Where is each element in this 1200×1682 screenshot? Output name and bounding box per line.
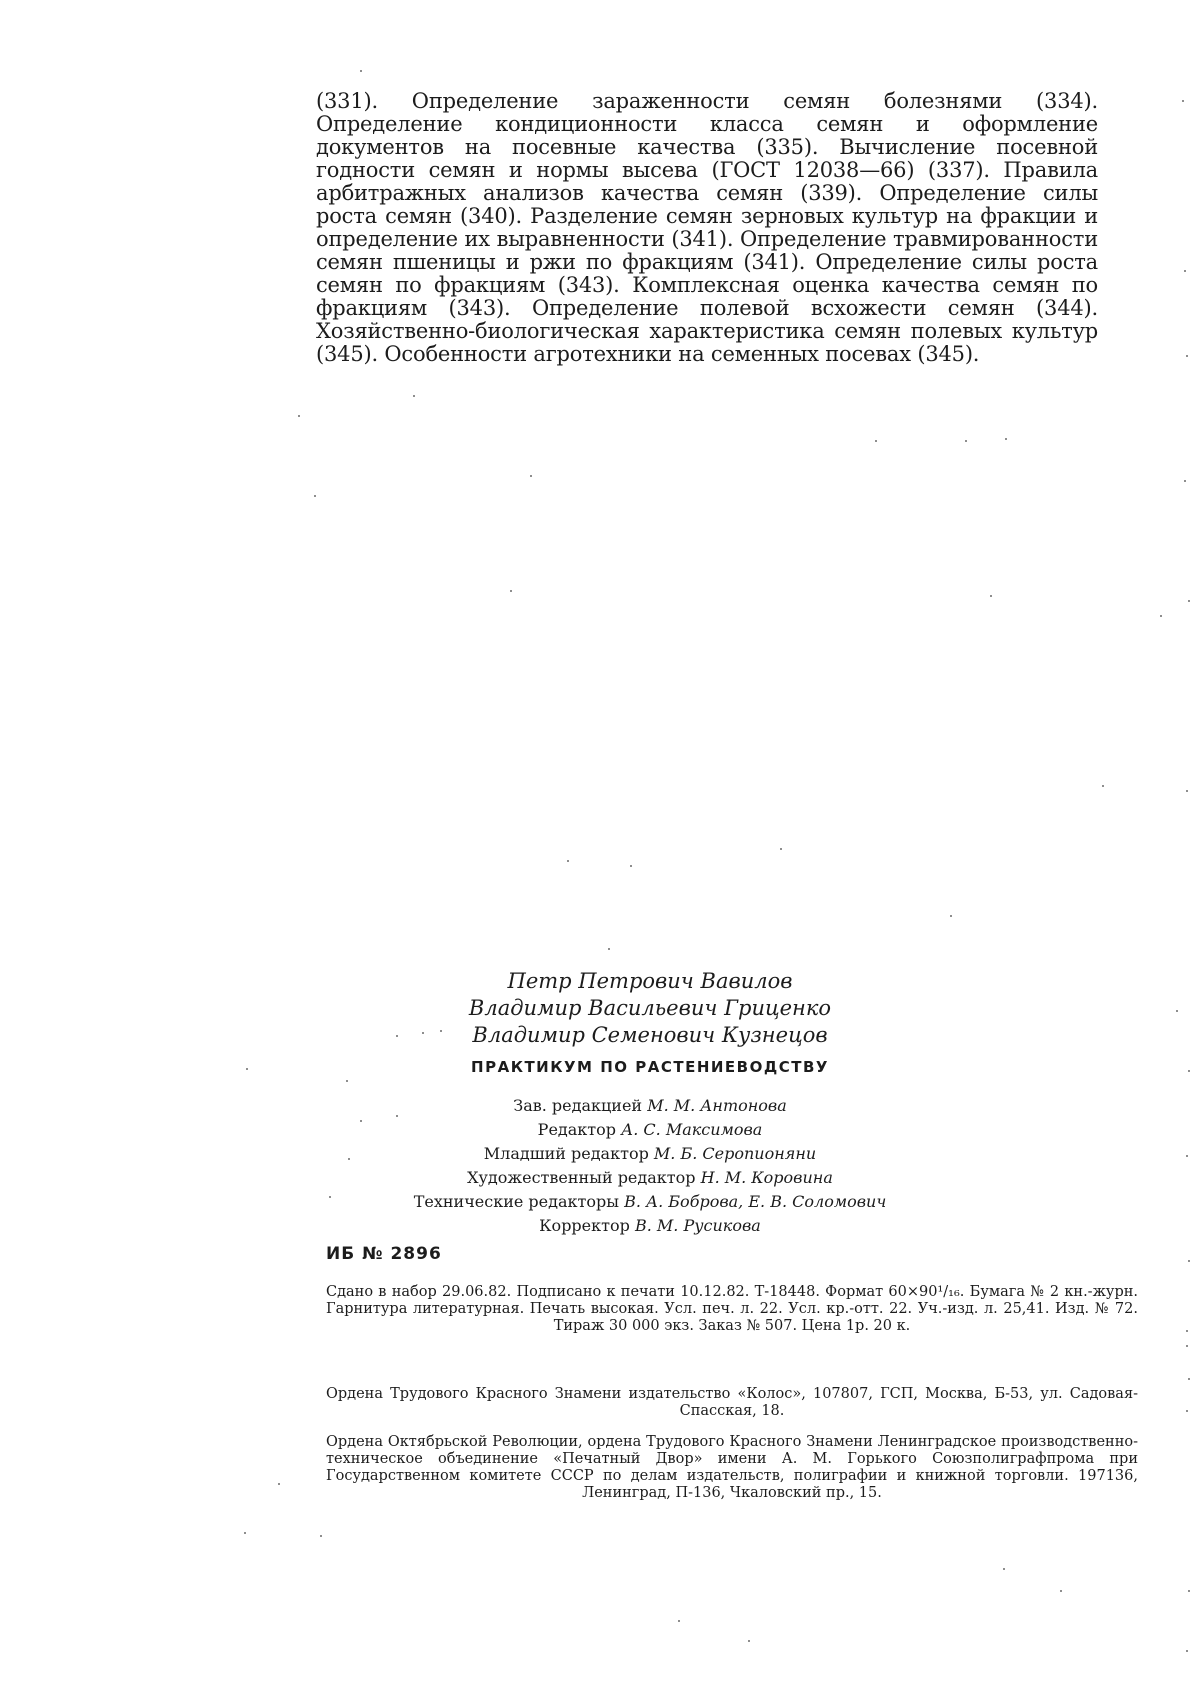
staff-name: А. С. Максимова bbox=[621, 1120, 763, 1139]
staff-role: Зав. редакцией bbox=[513, 1096, 643, 1115]
author-name: Петр Петрович Вавилов bbox=[507, 969, 793, 993]
staff-role: Корректор bbox=[539, 1216, 630, 1235]
staff-line bbox=[400, 1094, 900, 1118]
imprint-publisher: Ордена Трудового Красного Знамени издательство «Колос», 107807, ГСП, Москва, Б-53, ул. Садовая-Спасская, 18. bbox=[326, 1386, 1138, 1419]
staff-name: М. М. Антонова bbox=[647, 1096, 787, 1115]
authors-block bbox=[400, 968, 900, 1049]
staff-name: Н. М. Коровина bbox=[700, 1168, 833, 1187]
book-title: ПРАКТИКУМ ПО РАСТЕНИЕВОДСТВУ bbox=[471, 1058, 829, 1076]
staff-line bbox=[400, 1190, 900, 1214]
staff-role: Редактор bbox=[537, 1120, 617, 1139]
staff-role: Младший редактор bbox=[483, 1144, 649, 1163]
imprint-printer: Ордена Октябрьской Революции, ордена Трудового Красного Знамени Ленинградское производственно-техническое объединение «Печатный Двор» имени А. М. Горького Союзполиграфпрома при Государственном комитете СССР по делам издательств, полиграфии и книжной торговли. 197136, Ленинград, П-136, Чкаловский пр., 15. bbox=[326, 1434, 1138, 1501]
editorial-staff bbox=[400, 1094, 900, 1238]
staff-role: Художественный редактор bbox=[467, 1168, 696, 1187]
author-name: Владимир Семенович Кузнецов bbox=[472, 1023, 828, 1047]
staff-line bbox=[400, 1166, 900, 1190]
staff-name: М. Б. Серопионяни bbox=[653, 1144, 817, 1163]
staff-line bbox=[400, 1214, 900, 1238]
staff-line bbox=[400, 1118, 900, 1142]
ib-number: ИБ № 2896 bbox=[326, 1244, 442, 1264]
imprint-production: Сдано в набор 29.06.82. Подписано к печати 10.12.82. Т-18448. Формат 60×90¹/₁₆. Бумага № 2 кн.-журн. Гарнитура литературная. Печать высокая. Усл. печ. л. 22. Усл. кр.-отт. 22. Уч.-изд. л. 25,41. Изд. № 72. Тираж 30 000 экз. Заказ № 507. Цена 1р. 20 к. bbox=[326, 1284, 1138, 1334]
staff-name: В. А. Боброва, Е. В. Соломович bbox=[624, 1192, 887, 1211]
contents-paragraph: (331). Определение зараженности семян болезнями (334). Определение кондиционности класса семян и оформление документов на посевные качества (335). Вычисление посевной годности семян и нормы высева (ГОСТ 12038—66) (337). Правила арбитражных анализов качества семян (339). Определение силы роста семян (340). Разделение семян зерновых культур на фракции и определение их выравненности (341). Определение травмированности семян пшеницы и ржи по фракциям (341). Определение силы роста семян по фракциям (343). Комплексная оценка качества семян по фракциям (343). Определение полевой всхожести семян (344). Хозяйственно-биологическая характеристика семян полевых культур (345). Особенности агротехники на семенных посевах (345). bbox=[316, 89, 1098, 366]
staff-name: В. М. Русикова bbox=[634, 1216, 761, 1235]
author-name: Владимир Васильевич Гриценко bbox=[468, 996, 832, 1020]
staff-line bbox=[400, 1142, 900, 1166]
staff-role: Технические редакторы bbox=[413, 1192, 619, 1211]
